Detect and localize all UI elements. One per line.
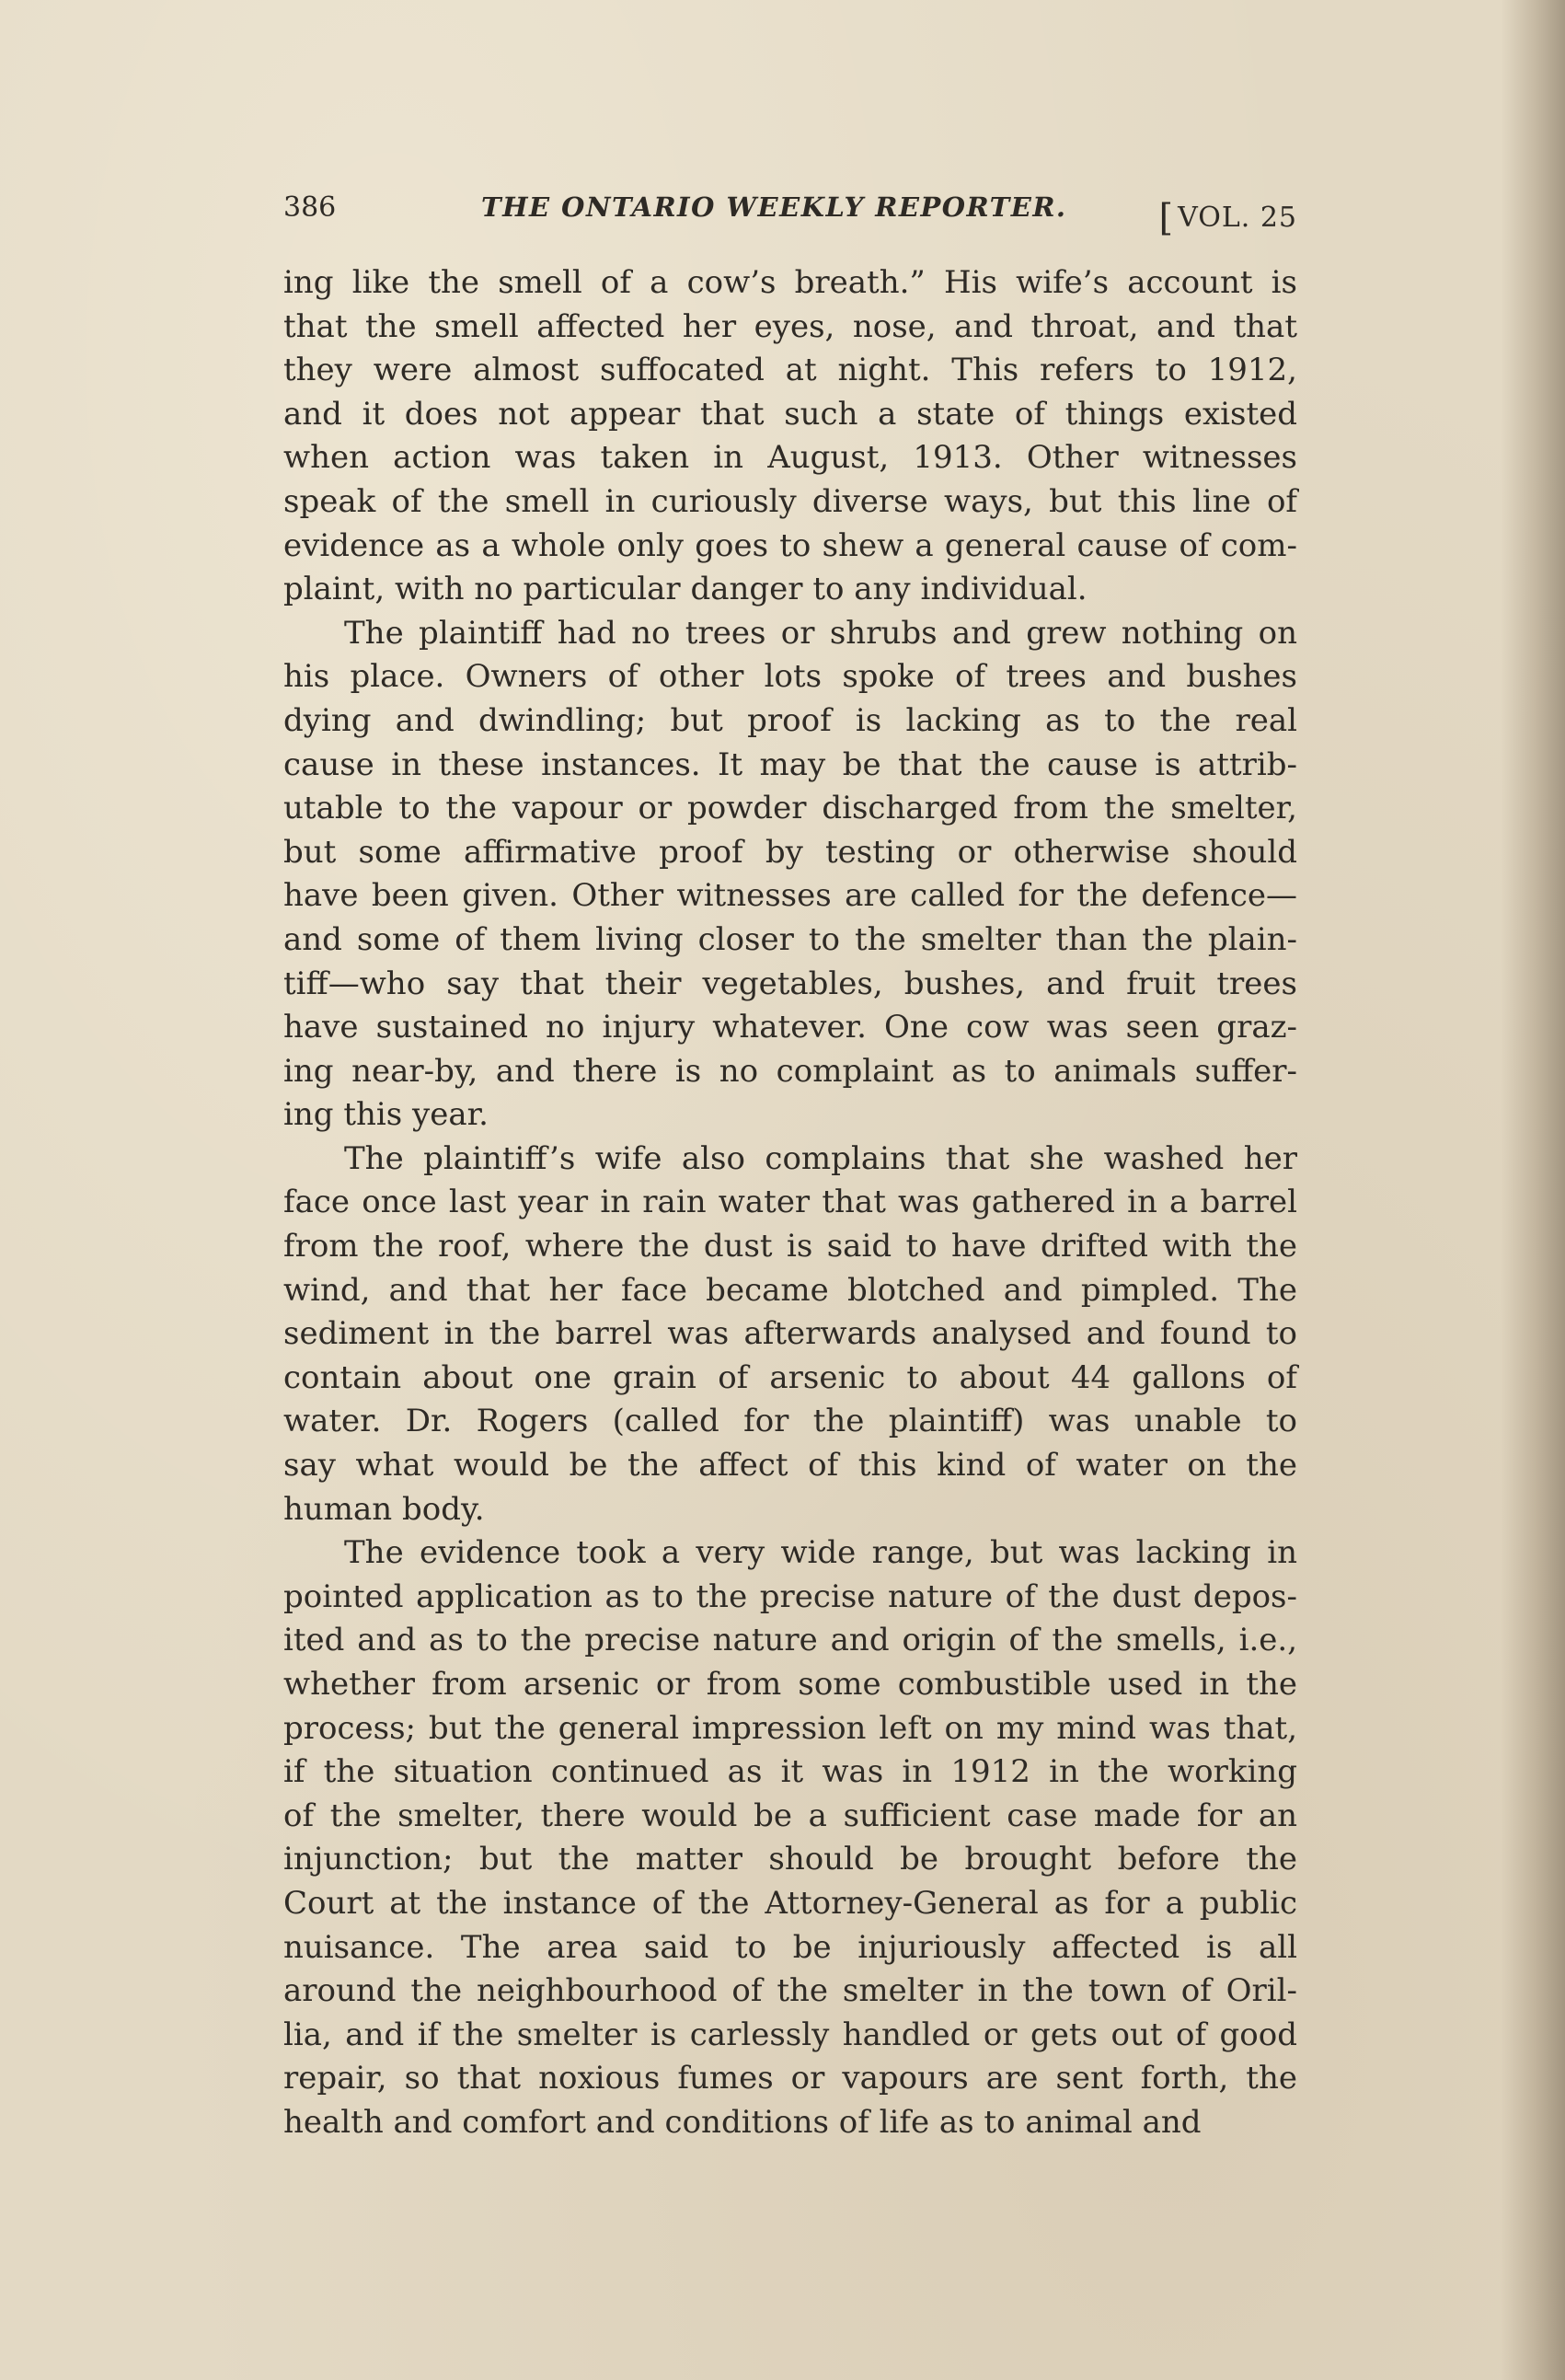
volume-label: [ VOL. 25 — [1158, 197, 1297, 239]
text-line: say what would be the affect of this kind of water on the — [283, 1447, 1297, 1485]
text-line: The plaintiff had no trees or shrubs and grew nothing on — [344, 614, 1297, 652]
text-line: utable to the vapour or powder discharged from the smelter, — [283, 790, 1297, 827]
running-header — [283, 191, 1297, 247]
text-line: that the smell affected her eyes, nose, and throat, and that — [283, 307, 1297, 345]
text-line: ing like the smell of a cow’s breath.” His wife’s account is — [283, 264, 1297, 301]
text-line: ited and as to the precise nature and origin of the smells, i.e., — [283, 1622, 1297, 1659]
text-line: nuisance. The area said to be injuriously affected is all — [283, 1928, 1297, 1966]
text-line: The plaintiff’s wife also complains that she washed her — [344, 1139, 1297, 1177]
text-line: cause in these instances. It may be that the cause is attrib- — [283, 745, 1297, 783]
text-line: Court at the instance of the Attorney-General as for a public — [283, 1884, 1297, 1922]
text-line: whether from arsenic or from some combustible used in the — [283, 1666, 1297, 1703]
text-line: have been given. Other witnesses are called for the defence— — [283, 877, 1297, 915]
text-line: ing near-by, and there is no complaint as to animals suffer- — [283, 1052, 1297, 1090]
paragraph — [283, 612, 1297, 1138]
text-line: around the neighbourhood of the smelter in the town of Oril- — [283, 1972, 1297, 2010]
text-line: have sustained no injury whatever. One cow was seen graz- — [283, 1009, 1297, 1046]
text-line: if the situation continued as it was in 1912 in the working — [283, 1753, 1297, 1791]
text-line: face once last year in rain water that was gathered in a barrel — [283, 1184, 1297, 1221]
text-line: human body. — [283, 1490, 485, 1528]
text-line: lia, and if the smelter is carlessly handled or gets out of good — [283, 2016, 1297, 2053]
text-line: pointed application as to the precise nature of the dust depos- — [283, 1577, 1297, 1615]
paragraph — [283, 1531, 1297, 2144]
paragraph — [283, 261, 1297, 612]
paragraph — [283, 1138, 1297, 1531]
journal-title: THE ONTARIO WEEKLY REPORTER. — [481, 191, 1067, 223]
body-text — [283, 261, 1297, 2145]
text-line: and some of them living closer to the smelter than the plain- — [283, 920, 1297, 958]
text-line: ing this year. — [283, 1096, 489, 1134]
text-line: sediment in the barrel was afterwards analysed and found to — [283, 1315, 1297, 1353]
text-line: evidence as a whole only goes to shew a general cause of com- — [283, 526, 1297, 564]
text-line: process; but the general impression left on my mind was that, — [283, 1709, 1297, 1747]
text-line: The evidence took a very wide range, but was lacking in — [344, 1534, 1297, 1572]
volume-text: VOL. 25 — [1178, 202, 1297, 234]
text-line: water. Dr. Rogers (called for the plaintiff) was unable to — [283, 1403, 1297, 1440]
text-line: plaint, with no particular danger to any individual. — [283, 571, 1087, 608]
text-line: from the roof, where the dust is said to have drifted with the — [283, 1228, 1297, 1265]
text-line: speak of the smell in curiously diverse ways, but this line of — [283, 482, 1297, 520]
text-line: of the smelter, there would be a sufficient case made for an — [283, 1797, 1297, 1834]
text-line: wind, and that her face became blotched and pimpled. The — [283, 1271, 1297, 1309]
text-line: when action was taken in August, 1913. Other witnesses — [283, 439, 1297, 477]
text-line: they were almost suffocated at night. This refers to 1912, — [283, 352, 1297, 389]
text-line: health and comfort and conditions of life as to animal and — [283, 2103, 1202, 2141]
page-edge-shadow — [1501, 0, 1565, 2380]
text-line: dying and dwindling; but proof is lacking as to the real — [283, 701, 1297, 739]
text-line: his place. Owners of other lots spoke of trees and bushes — [283, 658, 1297, 696]
text-line: repair, so that noxious fumes or vapours are sent forth, the — [283, 2060, 1297, 2097]
text-line: injunction; but the matter should be brought before the — [283, 1841, 1297, 1878]
text-line: contain about one grain of arsenic to about 44 gallons of — [283, 1358, 1297, 1396]
text-line: tiff—who say that their vegetables, bushes, and fruit trees — [283, 965, 1297, 1002]
page-number: 386 — [283, 191, 337, 224]
text-line: and it does not appear that such a state of things existed — [283, 395, 1297, 433]
text-line: but some affirmative proof by testing or otherwise should — [283, 833, 1297, 871]
